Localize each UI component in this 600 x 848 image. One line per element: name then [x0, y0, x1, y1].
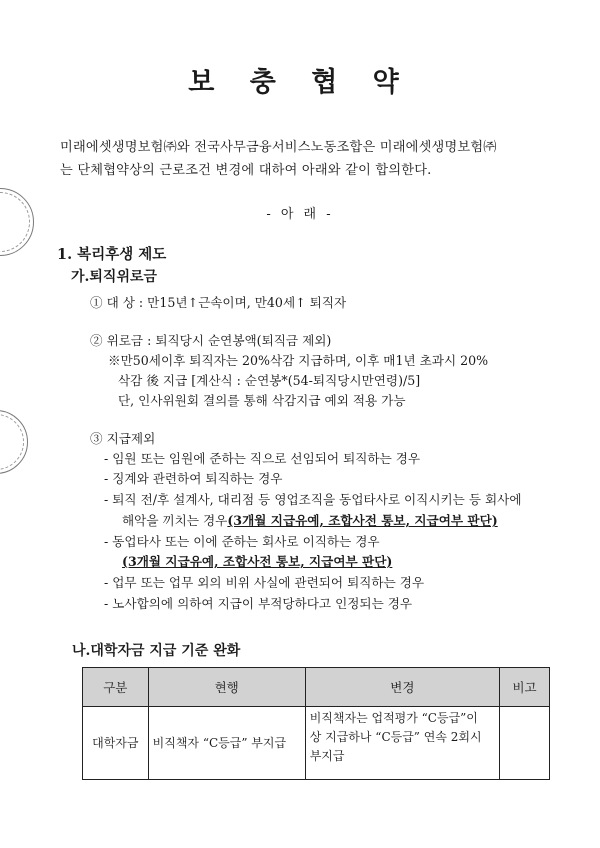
- exclusion-bullet-1: - 임원 또는 임원에 준하는 직으로 선임되어 퇴직하는 경우: [104, 451, 421, 466]
- subsection-b-title: 나.대학자금 지급 기준 완화: [72, 643, 241, 659]
- table-row: [83, 707, 550, 780]
- exclusion-bullet-4: - 동업타사 또는 이에 준하는 회사로 이직하는 경우: [104, 534, 380, 549]
- exclusion-condition-1: (3개월 지급유예, 조합사전 통보, 지급여부 판단): [227, 513, 498, 528]
- intro-line-2: 는 단체협약상의 근로조건 변경에 대하여 아래와 같이 합의한다.: [60, 163, 432, 178]
- document-title: 보 충 협 약: [188, 67, 412, 98]
- below-heading: - 아 래 -: [266, 207, 334, 222]
- allowance-item-title: ② 위로금 : 퇴직당시 순연봉액(퇴직금 제외): [90, 333, 332, 348]
- seal-stamp-bottom: [0, 410, 28, 474]
- table-header: 현행: [148, 668, 305, 707]
- exclusion-bullet-2: - 징계와 관련하여 퇴직하는 경우: [104, 471, 283, 486]
- exclusion-item-title: ③ 지급제외: [90, 431, 156, 446]
- table-header: 비고: [500, 668, 550, 707]
- eligibility-item: ① 대 상 : 만15년↑근속이며, 만40세↑ 퇴직자: [90, 295, 347, 310]
- table-cell-current: 비직책자 “C등급” 부지급: [148, 707, 305, 780]
- table-cell-category: 대학자금: [83, 707, 149, 780]
- allowance-note-line-3: 단, 인사위원회 결의를 통해 삭감지급 예외 적용 가능: [118, 393, 406, 408]
- section-1-title: 1. 복리후생 제도: [57, 246, 167, 263]
- change-line-2: 상 지급하나 “C등급” 연속 2회시: [309, 730, 482, 744]
- table-cell-note: [500, 707, 550, 780]
- subsection-a-title: 가.퇴직위로금: [71, 269, 158, 285]
- table-header-row: [83, 668, 550, 707]
- table-cell-change: [305, 707, 499, 780]
- seal-stamp-top: [0, 188, 34, 256]
- exclusion-bullet-5: - 업무 또는 업무 외의 비위 사실에 관련되어 퇴직하는 경우: [104, 575, 425, 590]
- tuition-comparison-table: [82, 667, 550, 780]
- exclusion-condition-2: (3개월 지급유예, 조합사전 통보, 지급여부 판단): [122, 554, 393, 569]
- intro-line-1: 미래에셋생명보험㈜와 전국사무금융서비스노동조합은 미래에셋생명보험㈜: [60, 140, 497, 155]
- table-header: 변경: [305, 668, 499, 707]
- exclusion-bullet-3-cont: [122, 510, 498, 529]
- allowance-note-line-1: ※만50세이후 퇴직자는 20%삭감 지급하며, 이후 매1년 초과시 20%: [108, 353, 489, 368]
- change-line-1: 비직책자는 업적평가 “C등급”이: [309, 711, 478, 725]
- allowance-note-line-2: 삭감 後 지급 [계산식 : 순연봉*(54-퇴직당시만연령)/5]: [118, 373, 421, 388]
- exclusion-bullet-3: - 퇴직 전/후 설계사, 대리점 등 영업조직을 동업타사로 이직시키는 등 회사에: [104, 492, 522, 507]
- exclusion-bullet-3-text: 해악을 끼치는 경우: [122, 513, 228, 528]
- exclusion-bullet-6: - 노사합의에 의하여 지급이 부적당하다고 인정되는 경우: [104, 596, 413, 611]
- change-line-3: 부지급: [309, 749, 345, 763]
- table-header: 구분: [83, 668, 149, 707]
